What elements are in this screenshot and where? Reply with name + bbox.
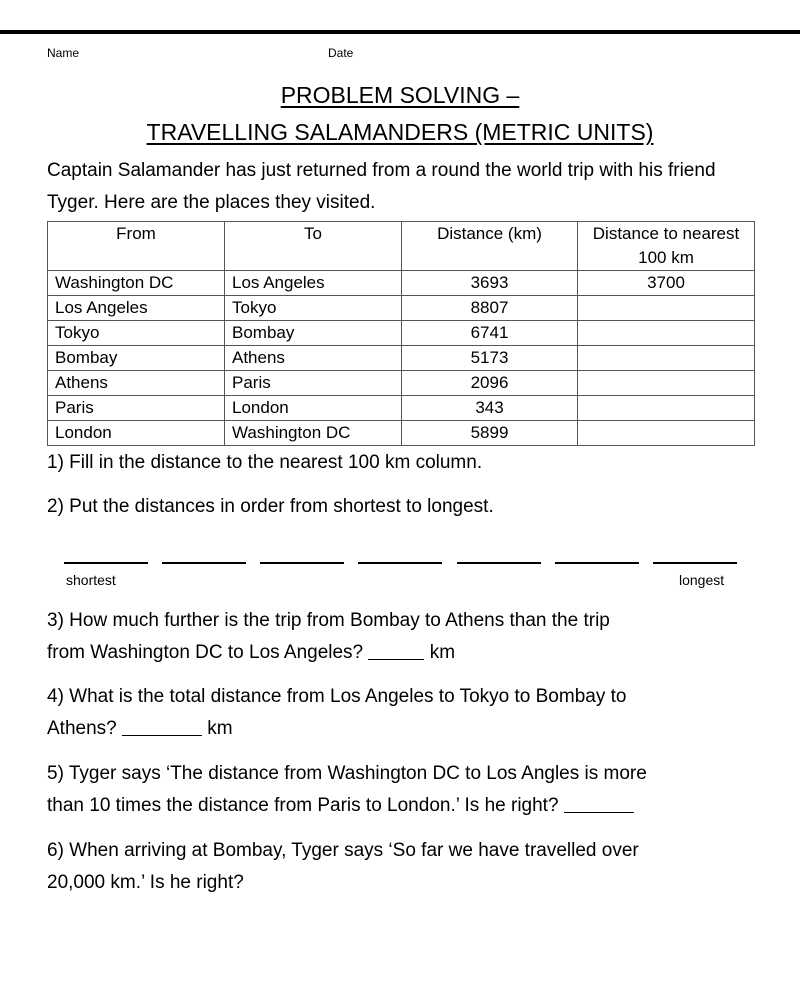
- cell-from: Los Angeles: [48, 296, 225, 321]
- table-row: [48, 271, 755, 296]
- question-5-line-1: 5) Tyger says ‘The distance from Washington DC to Los Angles is more: [47, 763, 647, 784]
- question-3: [47, 605, 767, 669]
- shortest-label: shortest: [66, 572, 116, 588]
- table-row: [48, 371, 755, 396]
- cell-nearest[interactable]: [578, 346, 755, 371]
- question-1: 1) Fill in the distance to the nearest 100 km column.: [47, 452, 483, 473]
- question-6-line-1: 6) When arriving at Bombay, Tyger says ‘So far we have travelled over: [47, 840, 639, 861]
- cell-distance: 5173: [402, 346, 578, 371]
- cell-nearest[interactable]: [578, 371, 755, 396]
- order-blank-7[interactable]: [653, 540, 737, 564]
- order-blank-3[interactable]: [260, 540, 344, 564]
- question-3-line-1: 3) How much further is the trip from Bombay to Athens than the trip: [47, 610, 610, 631]
- name-label: Name: [47, 46, 80, 60]
- table-row: [48, 346, 755, 371]
- cell-nearest[interactable]: [578, 296, 755, 321]
- cell-nearest[interactable]: [578, 396, 755, 421]
- cell-distance: 8807: [402, 296, 578, 321]
- cell-distance: 2096: [402, 371, 578, 396]
- cell-to: Los Angeles: [225, 271, 402, 296]
- question-4-line-2: [47, 713, 767, 745]
- cell-to: Washington DC: [225, 421, 402, 446]
- table-header-row: [48, 222, 755, 271]
- order-blank-1[interactable]: [64, 540, 148, 564]
- cell-to: London: [225, 396, 402, 421]
- cell-distance: 3693: [402, 271, 578, 296]
- question-6: [47, 835, 767, 899]
- header-nearest: Distance to nearest 100 km: [578, 222, 755, 271]
- date-label: Date: [328, 46, 354, 60]
- longest-label: longest: [679, 572, 725, 588]
- table-row: [48, 396, 755, 421]
- table-row: [48, 296, 755, 321]
- cell-from: Tokyo: [48, 321, 225, 346]
- order-blank-2[interactable]: [162, 540, 246, 564]
- cell-nearest[interactable]: [578, 321, 755, 346]
- question-4: [47, 681, 767, 745]
- cell-from: Paris: [48, 396, 225, 421]
- question-4-line-1: 4) What is the total distance from Los Angeles to Tokyo to Bombay to: [47, 686, 627, 707]
- table-row: [48, 321, 755, 346]
- question-3-text: from Washington DC to Los Angeles?: [47, 642, 364, 663]
- question-6-line-2: 20,000 km.’ Is he right?: [47, 872, 244, 893]
- header-to: To: [225, 222, 402, 271]
- cell-from: Bombay: [48, 346, 225, 371]
- cell-to: Tokyo: [225, 296, 402, 321]
- cell-from: London: [48, 421, 225, 446]
- cell-distance: 6741: [402, 321, 578, 346]
- title-line-1: PROBLEM SOLVING –: [280, 82, 520, 108]
- question-3-line-2: [47, 637, 767, 669]
- question-3-unit: km: [429, 642, 456, 663]
- question-2: 2) Put the distances in order from shortest to longest.: [47, 496, 494, 517]
- cell-nearest[interactable]: 3700: [578, 271, 755, 296]
- answer-3-blank[interactable]: [368, 641, 424, 660]
- order-answer-blanks: [64, 540, 737, 564]
- cell-to: Paris: [225, 371, 402, 396]
- question-5: [47, 758, 767, 822]
- order-blank-5[interactable]: [457, 540, 541, 564]
- cell-from: Washington DC: [48, 271, 225, 296]
- cell-distance: 5899: [402, 421, 578, 446]
- order-blank-6[interactable]: [555, 540, 639, 564]
- cell-to: Bombay: [225, 321, 402, 346]
- answer-5-blank[interactable]: [564, 794, 634, 813]
- cell-from: Athens: [48, 371, 225, 396]
- intro-text: Captain Salamander has just returned from a round the world trip with his friend Tyger. Here are the places they visited.: [47, 160, 716, 213]
- question-5-text: than 10 times the distance from Paris to London.’ Is he right?: [47, 795, 559, 816]
- cell-distance: 343: [402, 396, 578, 421]
- answer-4-blank[interactable]: [122, 717, 202, 736]
- top-rule: [0, 30, 800, 34]
- cell-to: Athens: [225, 346, 402, 371]
- header-from: From: [48, 222, 225, 271]
- question-4-unit: km: [207, 718, 233, 739]
- header-distance: Distance (km): [402, 222, 578, 271]
- table-row: [48, 421, 755, 446]
- question-4-text: Athens?: [47, 718, 117, 739]
- distance-table: [47, 221, 755, 446]
- title-line-2: TRAVELLING SALAMANDERS (METRIC UNITS): [146, 119, 654, 145]
- question-5-line-2: [47, 790, 767, 822]
- cell-nearest[interactable]: [578, 421, 755, 446]
- order-blank-4[interactable]: [358, 540, 442, 564]
